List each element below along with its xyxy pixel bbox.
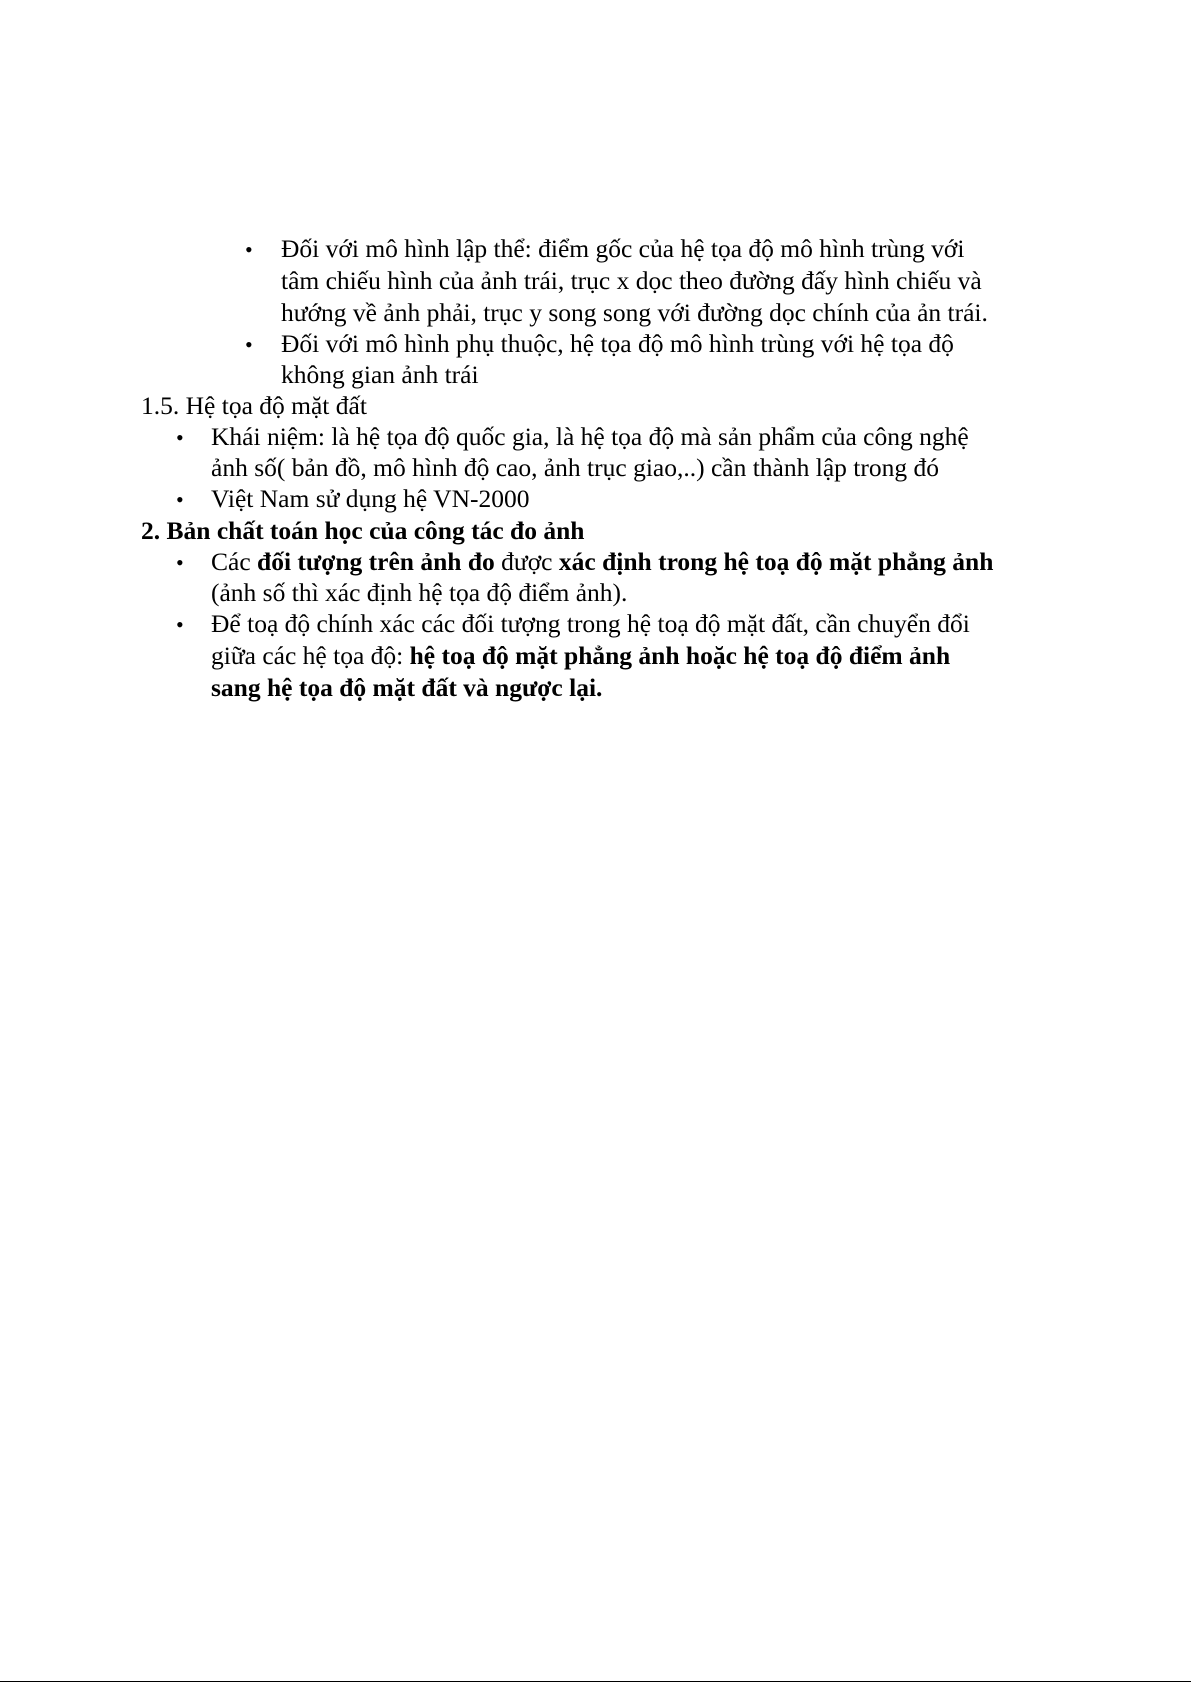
section-1-5-item-2-line-1: Việt Nam sử dụng hệ VN-2000 — [211, 484, 530, 513]
model-item-2-line-2: không gian ảnh trái — [281, 360, 479, 389]
section-1-5-heading: 1.5. Hệ tọa độ mặt đất — [141, 391, 367, 420]
model-item-1-line-2: tâm chiếu hình của ảnh trái, trục x dọc theo đường đấy hình chiếu và — [281, 266, 982, 295]
model-item-2-line-1: Đối với mô hình phụ thuộc, hệ tọa độ mô hình trùng với hệ tọa độ — [281, 329, 954, 358]
section-1-5-item-1-line-2: ảnh số( bản đồ, mô hình độ cao, ảnh trục giao,..) cần thành lập trong đó — [211, 453, 939, 482]
text-run: giữa các hệ tọa độ: — [211, 641, 410, 670]
section-2-item-2-line-2 — [211, 640, 950, 671]
bold-run: xác định trong hệ toạ độ mặt phẳng ảnh — [558, 547, 994, 576]
text-run: Các — [211, 547, 258, 576]
bullet-marker: • — [176, 425, 184, 450]
bullet-marker: • — [245, 237, 253, 262]
bold-run: hệ toạ độ mặt phẳng ảnh hoặc hệ toạ độ điểm ảnh — [409, 641, 951, 670]
section-2-item-2-line-3 — [211, 672, 602, 703]
bullet-marker: • — [245, 332, 253, 357]
footer-rule — [0, 1681, 1191, 1682]
bullet-marker: • — [176, 612, 184, 637]
bold-run: đối tượng trên ảnh đo — [257, 547, 495, 576]
bullet-marker: • — [176, 550, 184, 575]
text-run: được — [494, 547, 559, 576]
section-1-5-item-1-line-1: Khái niệm: là hệ tọa độ quốc gia, là hệ tọa độ mà sản phẩm của công nghệ — [211, 422, 969, 451]
bullet-marker: • — [176, 487, 184, 512]
model-item-1-line-3: hướng về ảnh phải, trục y song song với đường dọc chính của ản trái. — [281, 298, 988, 327]
bold-run: sang hệ tọa độ mặt đất và ngược lại. — [211, 673, 603, 702]
section-2-heading-text: 2. Bản chất toán học của công tác đo ảnh — [141, 516, 585, 545]
section-2-item-1-line-2: (ảnh số thì xác định hệ tọa độ điểm ảnh). — [211, 578, 628, 607]
section-2-heading — [141, 515, 584, 546]
section-2-item-1-line-1 — [211, 546, 993, 577]
section-2-item-2-line-1: Để toạ độ chính xác các đối tượng trong hệ toạ độ mặt đất, cần chuyển đổi — [211, 609, 970, 638]
model-item-1-line-1: Đối với mô hình lập thể: điểm gốc của hệ tọa độ mô hình trùng với — [281, 234, 965, 263]
